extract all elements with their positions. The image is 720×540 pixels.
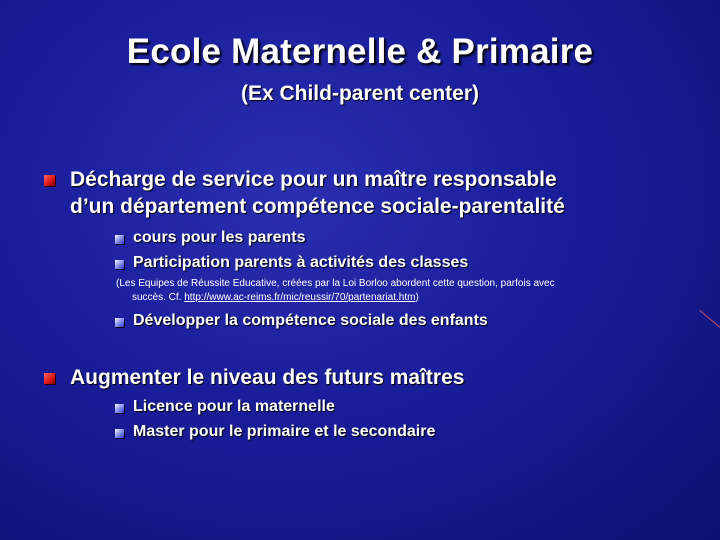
red-square-bullet-icon — [44, 373, 55, 384]
footnote-text: ) — [415, 292, 419, 303]
blue-square-bullet-icon — [115, 318, 124, 327]
blue-square-bullet-icon — [115, 429, 124, 438]
slide-title: Ecole Maternelle & Primaire — [126, 32, 594, 71]
bullet-augmenter — [70, 364, 464, 391]
bullet-decharge — [70, 166, 565, 220]
footnote — [116, 277, 555, 305]
bullet-line: d’un département compétence sociale-parentalité — [70, 195, 565, 218]
bullet-line: Décharge de service pour un maître responsable — [70, 168, 557, 191]
footnote-text: succès. Cf. — [132, 292, 185, 303]
sub-bullet: Master pour le primaire et le secondaire — [133, 423, 436, 440]
sub-bullet: Licence pour la maternelle — [133, 398, 335, 415]
decorative-line — [699, 310, 720, 330]
bullet-line: Augmenter le niveau des futurs maîtres — [70, 366, 465, 389]
sub-bullet: Développer la compétence sociale des enfants — [133, 312, 488, 329]
red-square-bullet-icon — [44, 175, 55, 186]
sub-bullet: Participation parents à activités des classes — [133, 254, 469, 271]
footnote-line — [116, 291, 555, 305]
sub-bullet: cours pour les parents — [133, 229, 306, 246]
reference-link[interactable]: http://www.ac-reims.fr/mic/reussir/70/partenariat.htm — [184, 292, 416, 303]
blue-square-bullet-icon — [115, 260, 124, 269]
slide-subtitle: (Ex Child-parent center) — [240, 82, 480, 105]
footnote-line: (Les Equipes de Réussite Educative, créées par la Loi Borloo abordent cette question, parfois avec — [116, 278, 555, 289]
blue-square-bullet-icon — [115, 235, 124, 244]
blue-square-bullet-icon — [115, 404, 124, 413]
